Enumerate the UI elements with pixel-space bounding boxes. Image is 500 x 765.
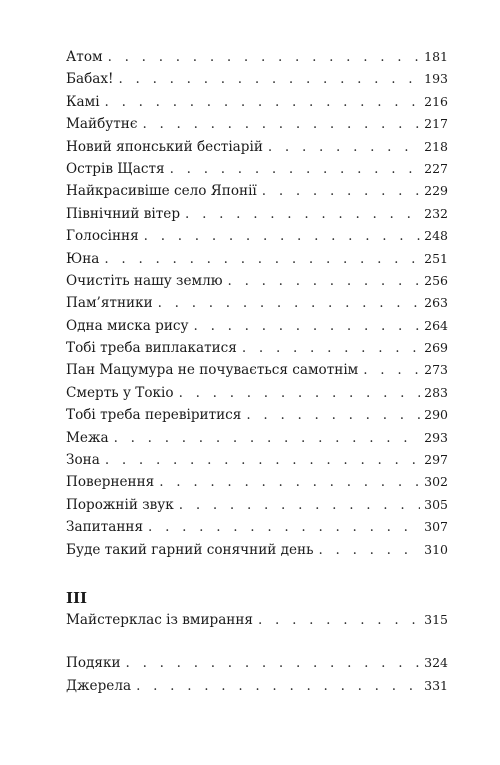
dot-leader [126, 652, 421, 674]
dot-leader [114, 427, 421, 449]
dot-leader [262, 180, 420, 202]
toc-entry[interactable] [66, 46, 448, 68]
toc-entry-title: Подяки [66, 655, 121, 672]
dot-leader [268, 136, 420, 158]
toc-entry-title: Пам’ятники [66, 295, 153, 312]
dot-leader [104, 248, 420, 270]
toc-entry-title: Зона [66, 452, 100, 469]
toc-entry-page: 218 [424, 138, 448, 154]
toc-entry[interactable] [66, 539, 448, 561]
toc-entry[interactable] [66, 652, 448, 674]
dot-leader [136, 675, 420, 697]
toc-entry-title: Пан Мацумура не почувається самотнім [66, 362, 359, 379]
dot-leader [179, 494, 420, 516]
toc-entry-page: 283 [424, 384, 448, 400]
toc-entry-title: Очистіть нашу землю [66, 272, 223, 289]
toc-entry-page: 232 [424, 205, 448, 221]
toc-entry[interactable] [66, 516, 448, 538]
toc-entry-page: 302 [424, 474, 448, 490]
toc-entry[interactable] [66, 225, 448, 247]
toc-entry[interactable] [66, 158, 448, 180]
toc-entry-page: 216 [424, 93, 448, 109]
dot-leader [179, 382, 421, 404]
toc-entry-title: Одна миска рису [66, 317, 189, 334]
toc-entry-page: 307 [424, 519, 448, 535]
toc-entry[interactable] [66, 248, 448, 270]
dot-leader [258, 609, 420, 631]
toc-entry-title: Юна [66, 250, 100, 267]
toc-entry-page: 264 [424, 317, 448, 333]
toc-entry[interactable] [66, 180, 448, 202]
toc-entry-title: Камі [66, 93, 100, 110]
part-heading: III [66, 588, 88, 607]
toc-entry[interactable] [66, 203, 448, 225]
toc-entry-page: 229 [424, 183, 448, 199]
toc-entry[interactable] [66, 113, 448, 135]
table-of-contents [66, 46, 448, 697]
dot-leader [108, 46, 421, 68]
toc-entry[interactable] [66, 609, 448, 631]
toc-entry-page: 293 [424, 429, 448, 445]
toc-entry-page: 217 [424, 116, 448, 132]
toc-entry[interactable] [66, 675, 448, 697]
dot-leader [159, 471, 420, 493]
toc-entry-title: Тобі треба виплакатися [66, 340, 237, 357]
toc-entry-page: 290 [424, 407, 448, 423]
toc-entry-page: 227 [424, 160, 448, 176]
toc-entry[interactable] [66, 359, 448, 381]
part3-entries [66, 609, 448, 631]
toc-entry-title: Тобі треба перевіритися [66, 407, 242, 424]
dot-leader [148, 516, 420, 538]
dot-leader [194, 315, 421, 337]
toc-entry-title: Острів Щастя [66, 160, 165, 177]
section-spacer [66, 631, 448, 652]
toc-entry-page: 310 [424, 541, 448, 557]
toc-entry[interactable] [66, 427, 448, 449]
toc-entry[interactable] [66, 136, 448, 158]
dot-leader [119, 68, 421, 90]
toc-entry-page: 305 [424, 496, 448, 512]
toc-entry-title: Межа [66, 429, 109, 446]
toc-entry-page: 315 [424, 611, 448, 627]
toc-entry-title: Порожній звук [66, 496, 174, 513]
toc-entry[interactable] [66, 68, 448, 90]
toc-entry[interactable] [66, 471, 448, 493]
dot-leader [228, 270, 421, 292]
toc-entry-page: 331 [424, 677, 448, 693]
dot-leader [170, 158, 421, 180]
toc-entry-page: 193 [424, 71, 448, 87]
toc-entry-page: 181 [424, 49, 448, 64]
part2-entries [66, 46, 448, 561]
toc-entry-page: 273 [424, 362, 448, 378]
toc-entry-title: Майбутнє [66, 116, 138, 133]
toc-entry-page: 263 [424, 295, 448, 311]
toc-entry-title: Запитання [66, 519, 144, 536]
toc-entry-page: 248 [424, 228, 448, 244]
dot-leader [319, 539, 421, 561]
toc-entry-page: 324 [424, 655, 448, 671]
toc-entry[interactable] [66, 91, 448, 113]
toc-entry-page: 256 [424, 272, 448, 288]
toc-entry-page: 297 [424, 452, 448, 468]
toc-entry-title: Повернення [66, 474, 155, 491]
back-matter-entries [66, 652, 448, 697]
toc-entry[interactable] [66, 292, 448, 314]
toc-entry-title: Майстерклас із вмирання [66, 611, 254, 628]
toc-entry-title: Атом [66, 49, 103, 65]
toc-entry[interactable] [66, 270, 448, 292]
dot-leader [242, 337, 420, 359]
toc-entry[interactable] [66, 404, 448, 426]
toc-entry[interactable] [66, 494, 448, 516]
dot-leader [105, 91, 421, 113]
toc-entry-title: Голосіння [66, 228, 139, 245]
toc-entry-title: Бабах! [66, 71, 114, 88]
toc-entry-title: Найкрасивіше село Японії [66, 183, 257, 200]
dot-leader [158, 292, 421, 314]
toc-entry-title: Джерела [66, 677, 132, 694]
toc-entry-title: Смерть у Токіо [66, 384, 174, 401]
toc-entry[interactable] [66, 382, 448, 404]
toc-entry[interactable] [66, 337, 448, 359]
toc-entry-title: Північний вітер [66, 205, 181, 222]
dot-leader [185, 203, 420, 225]
toc-entry[interactable] [66, 449, 448, 471]
dot-leader [142, 113, 420, 135]
dot-leader [246, 404, 420, 426]
toc-entry-page: 251 [424, 250, 448, 266]
dot-leader [363, 359, 420, 381]
toc-entry-page: 269 [424, 340, 448, 356]
dot-leader [144, 225, 420, 247]
toc-entry-title: Новий японський бестіарій [66, 138, 263, 155]
dot-leader [105, 449, 420, 471]
toc-entry[interactable] [66, 315, 448, 337]
toc-entry-title: Буде такий гарний сонячний день [66, 541, 314, 558]
